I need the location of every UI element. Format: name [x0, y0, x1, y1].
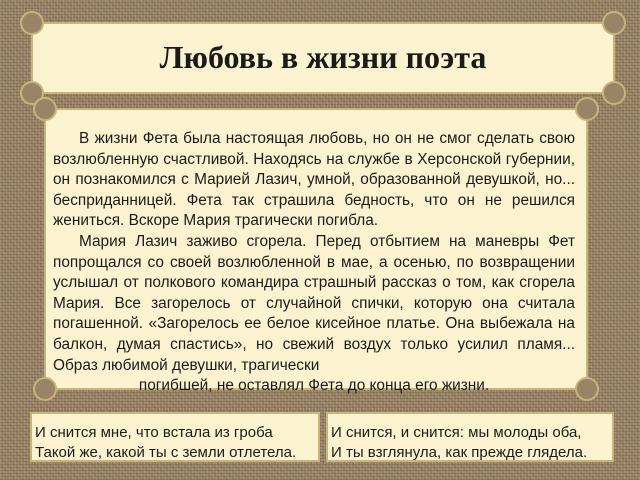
biography-text [53, 129, 575, 397]
poem-line: И ты взглянула, как прежде глядела. [331, 444, 588, 461]
poem-line: Такой же, какой ты с земли отлетела. [35, 444, 297, 461]
paragraph-2-end: погибшей, не оставлял Фета до конца его жизни. [138, 377, 490, 395]
paragraph-1: В жизни Фета была настоящая любовь, но он не смог сделать свою возлюбленную счастливой. Находясь на службе в Херсонской губернии, он познакомился с Марией Лазич, умной, образованной девушкой, но... бесприданницей. Фета так страшила бедность, что он не решился жениться. Вскоре Мария трагически погибла. [53, 130, 575, 230]
poem-right-lines [331, 423, 587, 463]
poem-line: И снится, и снится: мы молоды оба, [331, 424, 582, 441]
title-banner [31, 22, 615, 94]
poem-left-lines [35, 423, 296, 463]
paragraph-2: Мария Лазич заживо сгорела. Перед отбытием на маневры Фет попрощался со своей возлюбленной в мае, а осенью, по возвращении услышал от полкового командира страшный рассказ о том, как сгорела Мария. Все загорелось от случайной спички, которую она считала погашенной. «Загорелось ее белое кисейное платье. Она выбежала на балкон, думая спастись», но свежий воздух только усилил пламя... Образ любимой девушки, трагически [53, 232, 575, 374]
poem-line: И снится мне, что встала из гроба [35, 424, 273, 441]
slide-title: Любовь в жизни поэта [159, 39, 487, 75]
